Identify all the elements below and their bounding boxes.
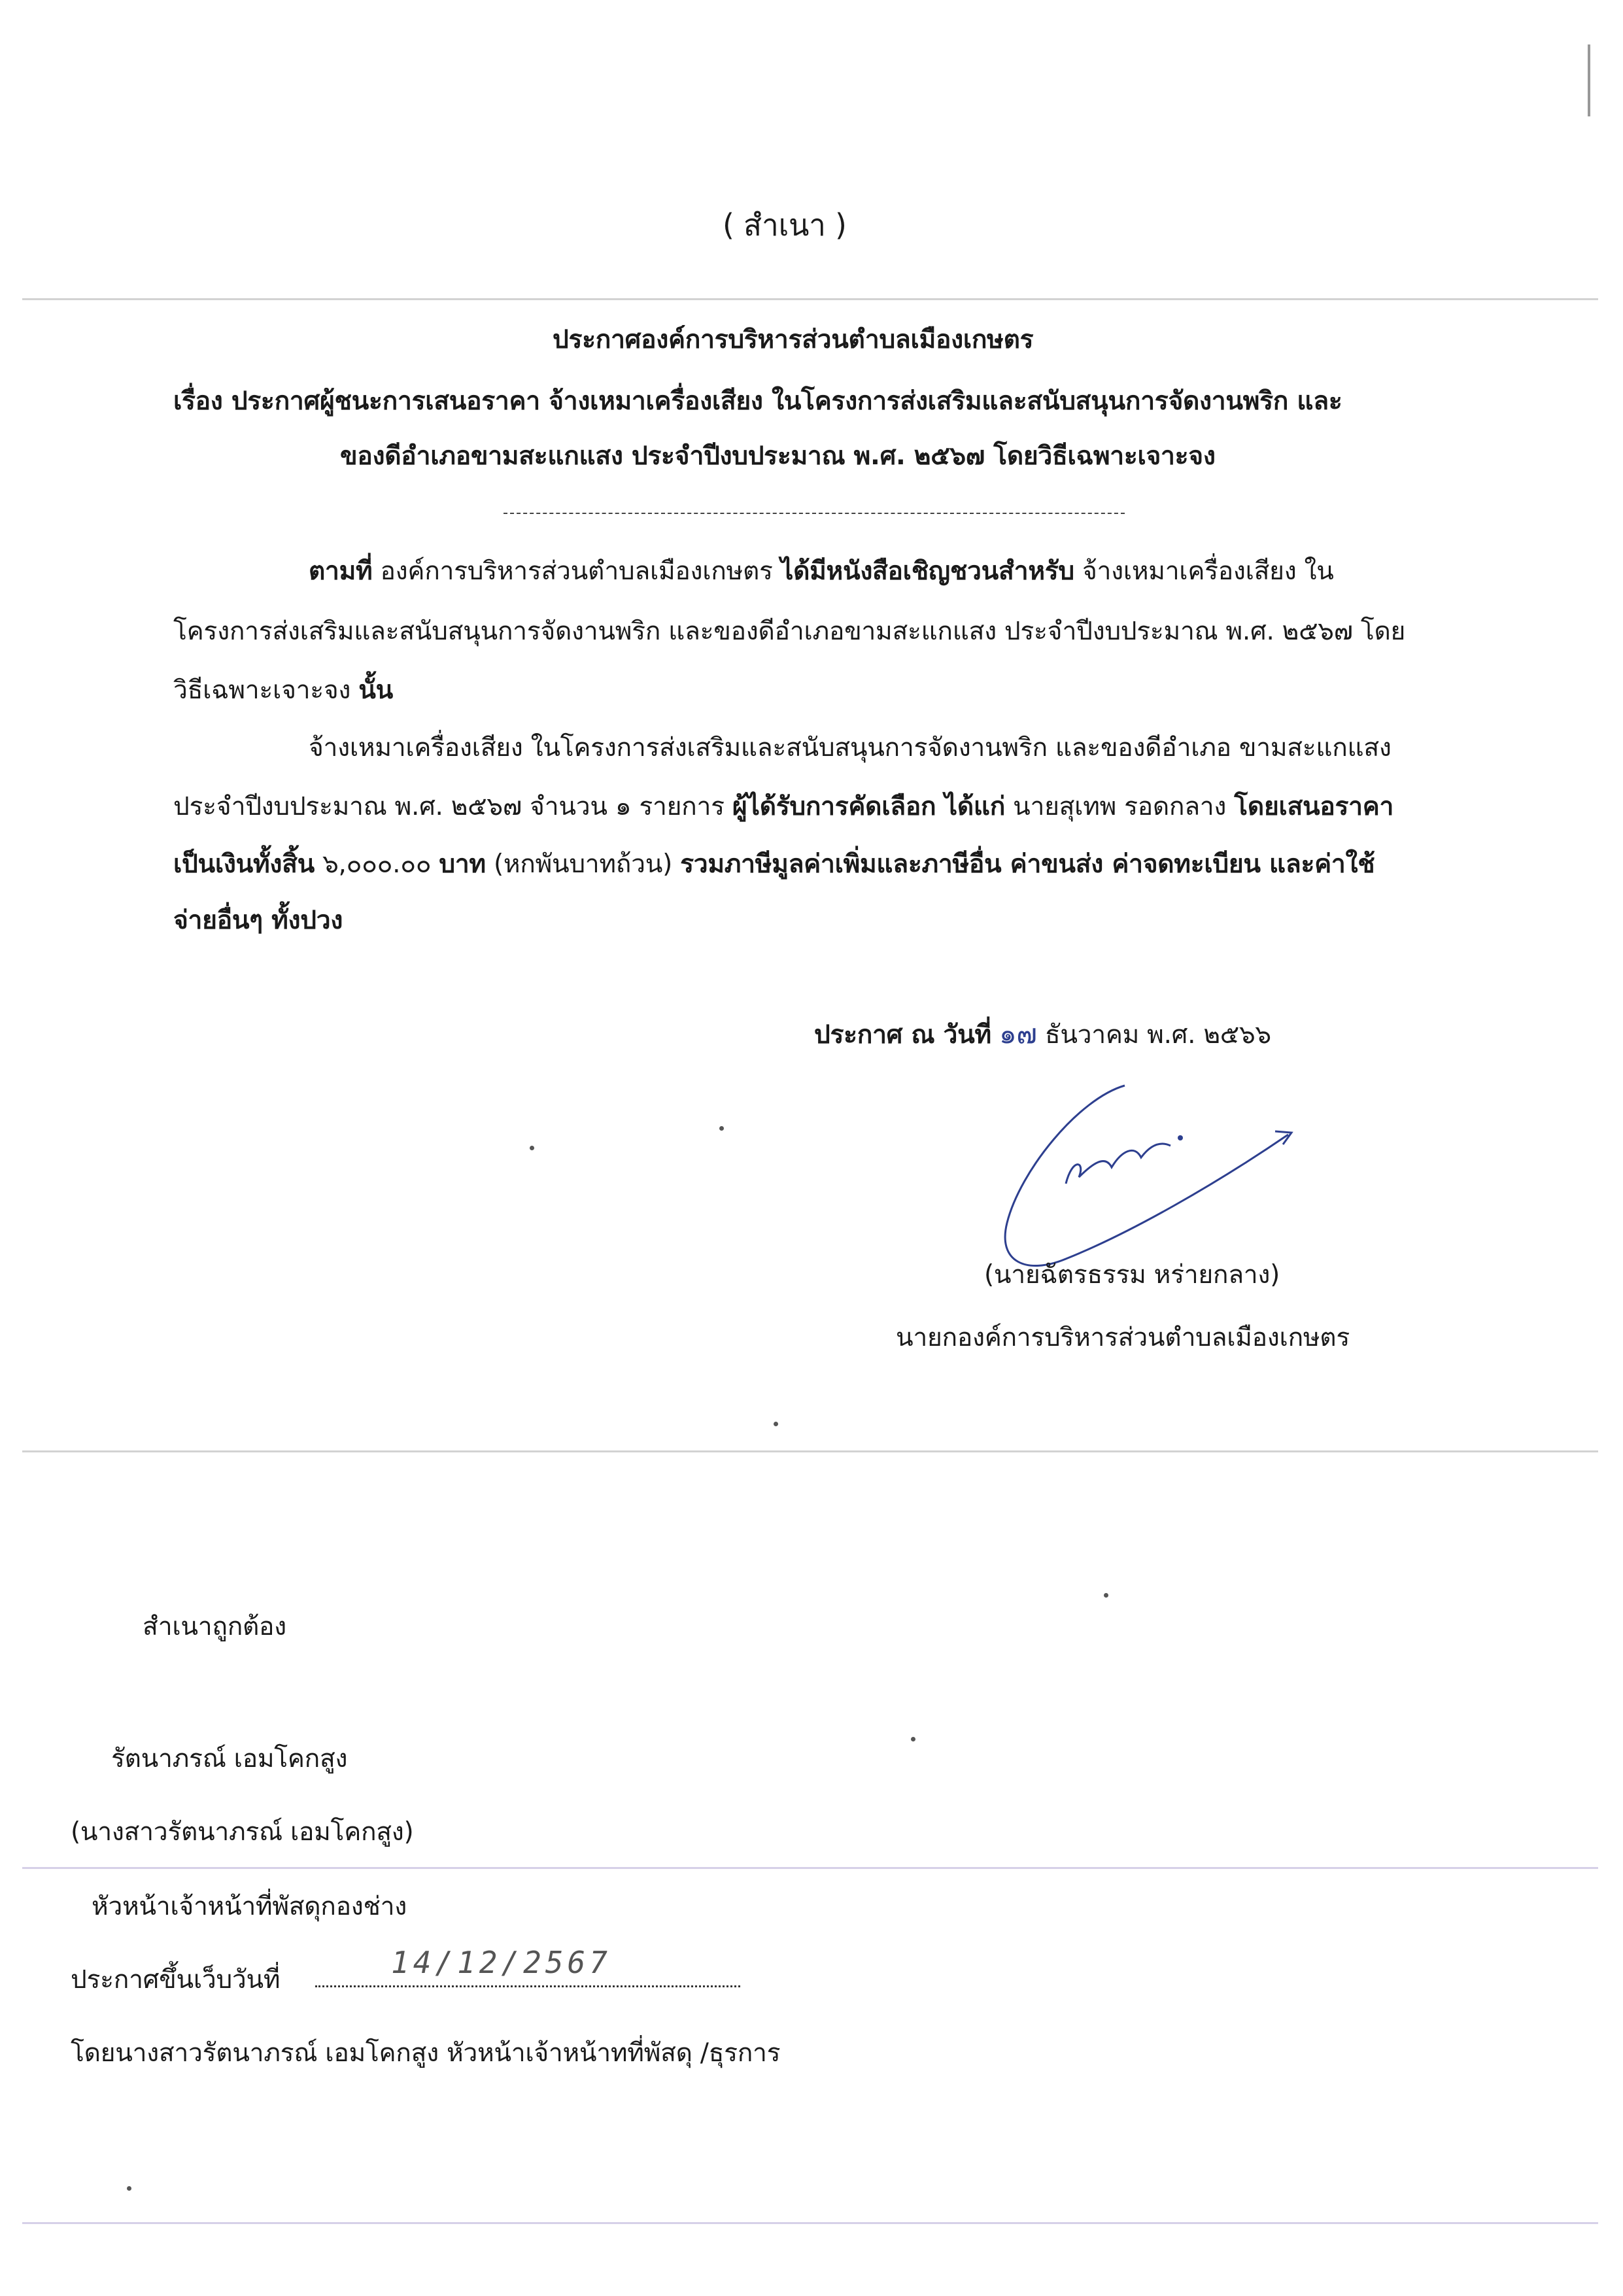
- scan-speck: [719, 1126, 724, 1131]
- signer-position: นายกองค์การบริหารส่วนตำบลเมืองเกษตร: [896, 1323, 1350, 1352]
- posted-by: โดยนางสาวรัตนาภรณ์ เอมโคกสูง หัวหน้าเจ้าหน้าทที่พัสดุ /ธุรการ: [71, 2038, 781, 2068]
- middle-divider: [22, 1450, 1598, 1452]
- announcement-date: ประกาศ ณ วันที่ ๑๗ ธันวาคม พ.ศ. ๒๕๖๖: [814, 1018, 1271, 1050]
- bottom-divider: [22, 2222, 1598, 2224]
- certified-copy-label: สำเนาถูกต้อง: [143, 1612, 286, 1641]
- scan-speck: [127, 2186, 131, 2191]
- scan-speck: [530, 1146, 534, 1150]
- copy-label: ( สำเนา ): [723, 207, 847, 243]
- signer-name: (นายฉัตรธรรม หร่ายกลาง): [984, 1260, 1280, 1290]
- para1-line3: วิธีเฉพาะเจาะจง นั้น: [173, 676, 394, 705]
- certifier-name: รัตนาภรณ์ เอมโคกสูง: [111, 1744, 348, 1773]
- scan-speck: [1104, 1593, 1108, 1598]
- scan-speck: [774, 1422, 778, 1426]
- handwritten-posted-date: 14/12/2567: [391, 1945, 611, 1980]
- para2-line3: เป็นเงินทั้งสิ้น ๖,๐๐๐.๐๐ บาท (หกพันบาทถ้วน) รวมภาษีมูลค่าเพิ่มและภาษีอื่น ค่าขนส่ง ค่าจดทะเบียน และค่าใช้: [173, 849, 1375, 879]
- web-posted-label: ประกาศขึ้นเว็บวันที่: [71, 1965, 281, 1995]
- announcement-subject-line1: เรื่อง ประกาศผู้ชนะการเสนอราคา จ้างเหมาเครื่องเสียง ในโครงการส่งเสริมและสนับสนุนการจัดงานพริก และ: [173, 386, 1342, 416]
- title-dash-separator: [504, 513, 1125, 514]
- para1-line2: โครงการส่งเสริมและสนับสนุนการจัดงานพริก และของดีอำเภอขามสะแกแสง ประจำปีงบประมาณ พ.ศ. ๒๕๖๗ โดย: [173, 617, 1406, 646]
- announcement-title: ประกาศองค์การบริหารส่วนตำบลเมืองเกษตร: [553, 325, 1034, 354]
- certifier-position: หัวหน้าเจ้าหน้าที่พัสดุกองช่าง: [92, 1892, 407, 1921]
- para1-line1: ตามที่ องค์การบริหารส่วนตำบลเมืองเกษตร ได้มีหนังสือเชิญชวนสำหรับ จ้างเหมาเครื่องเสียง ใน: [309, 557, 1334, 586]
- scan-edge-mark: [1588, 44, 1590, 116]
- top-divider: [22, 298, 1598, 300]
- announcement-subject-line2: ของดีอำเภอขามสะแกแสง ประจำปีงบประมาณ พ.ศ. ๒๕๖๗ โดยวิธีเฉพาะเจาะจง: [340, 441, 1216, 471]
- certifier-full-name: (นางสาวรัตนาภรณ์ เอมโคกสูง): [71, 1817, 414, 1847]
- scan-speck: [911, 1737, 915, 1741]
- lower-divider: [22, 1867, 1598, 1869]
- web-posted-dotted-line: [315, 1985, 740, 1987]
- para2-line1: จ้างเหมาเครื่องเสียง ในโครงการส่งเสริมและสนับสนุนการจัดงานพริก และของดีอำเภอ ขามสะแกแสง: [309, 733, 1392, 762]
- handwritten-day: ๑๗: [999, 1018, 1037, 1050]
- para2-line2: ประจำปีงบประมาณ พ.ศ. ๒๕๖๗ จำนวน ๑ รายการ ผู้ได้รับการคัดเลือก ได้แก่ นายสุเทพ รอดกลาง โดยเสนอราคา: [173, 792, 1394, 821]
- para2-line4: จ่ายอื่นๆ ทั้งปวง: [173, 906, 343, 935]
